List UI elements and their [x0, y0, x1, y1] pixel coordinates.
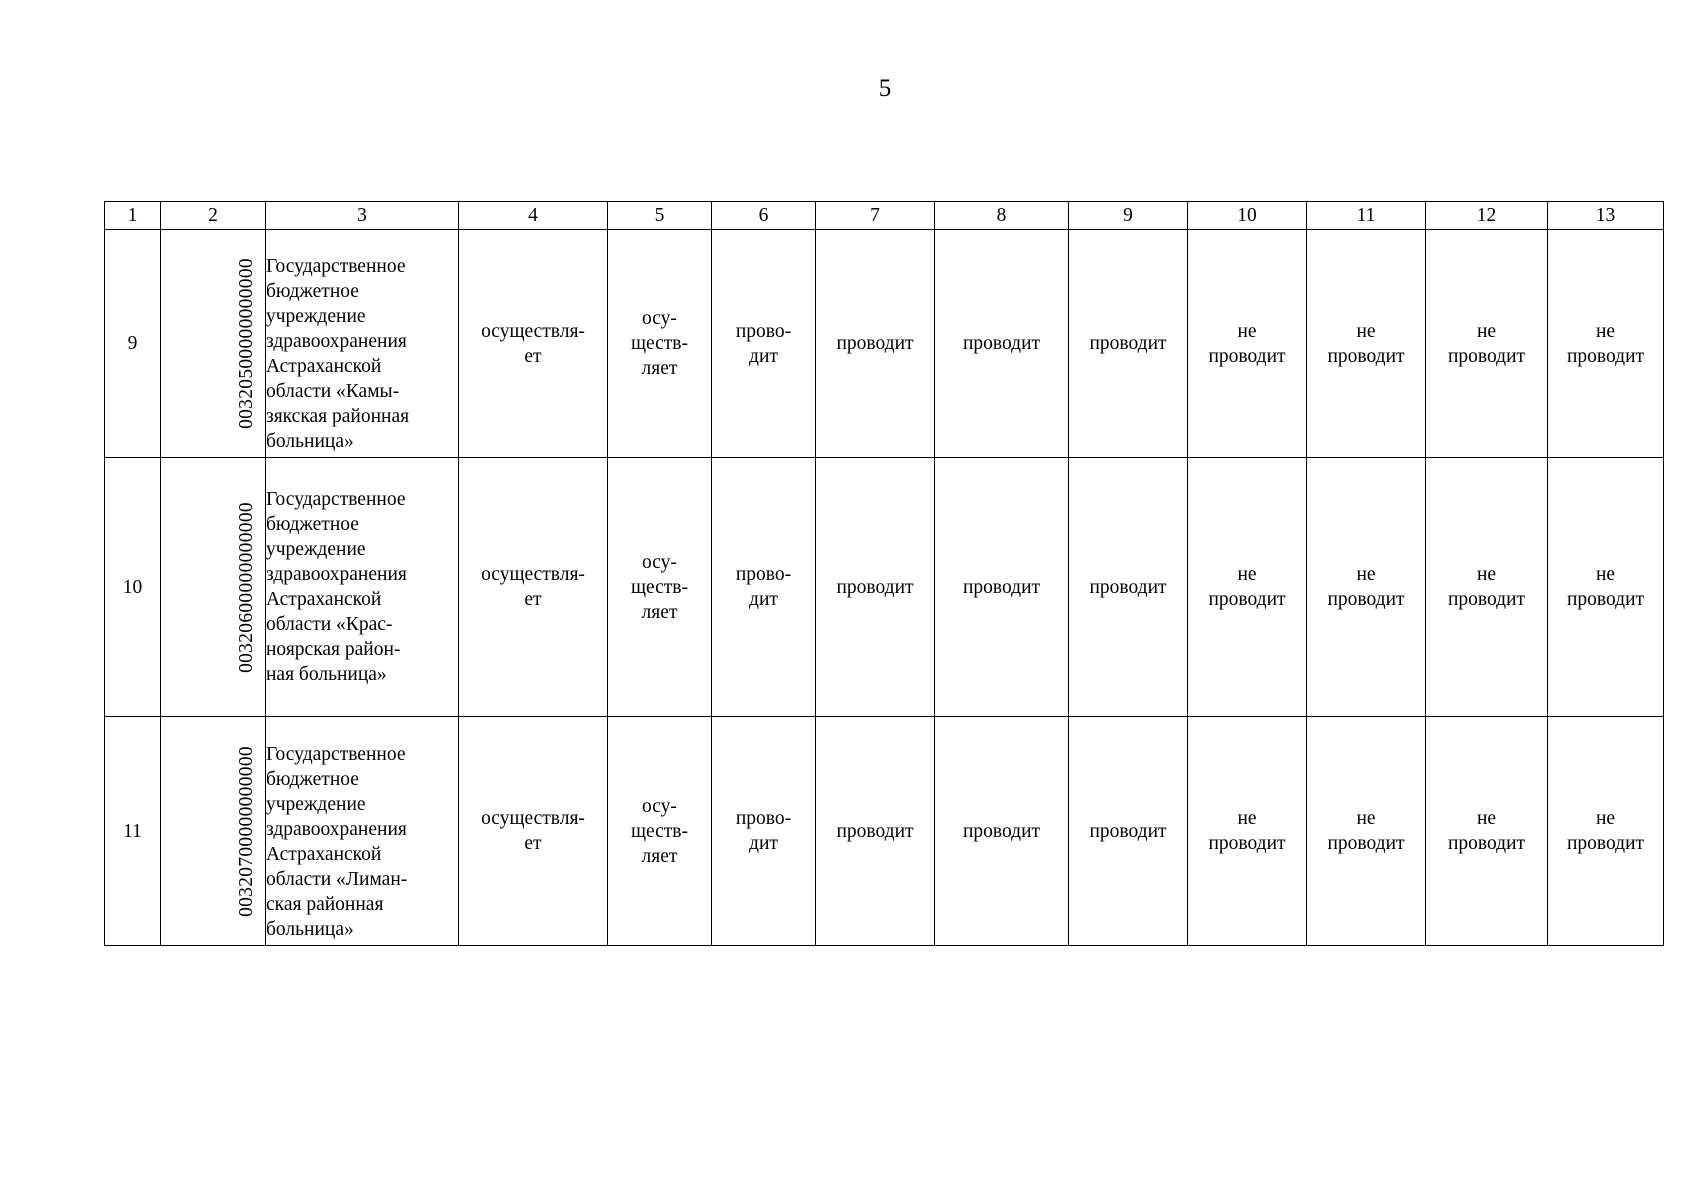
- cell-col-4: [459, 230, 608, 458]
- cell-col-13: [1548, 717, 1664, 946]
- cell-value: осуществля- ет: [481, 564, 585, 610]
- cell-col-8: [935, 458, 1069, 717]
- cell-value: не проводит: [1208, 808, 1286, 854]
- cell-col-12: [1426, 230, 1548, 458]
- cell-col-7: [816, 230, 935, 458]
- cell-col-6: [712, 717, 816, 946]
- cell-value: не проводит: [1208, 564, 1286, 610]
- document-table: [104, 201, 1664, 946]
- header-cell: 5: [608, 202, 712, 230]
- cell-value: не проводит: [1327, 320, 1405, 367]
- cell-value: не проводит: [1447, 808, 1526, 854]
- cell-value: осу- ществ- ляет: [630, 308, 689, 379]
- header-cell: 2: [161, 202, 266, 230]
- page-number: 5: [878, 75, 892, 102]
- header-cell: 11: [1307, 202, 1426, 230]
- cell-value: не проводит: [1208, 320, 1286, 367]
- cell-col-4: [459, 458, 608, 717]
- cell-col-6: [712, 458, 816, 717]
- cell-col-5: [608, 458, 712, 717]
- cell-value: проводит: [1089, 576, 1167, 598]
- cell-value: осу- ществ- ляет: [630, 795, 689, 867]
- cell-value: проводит: [1089, 333, 1167, 354]
- row-code-cell: [161, 230, 266, 458]
- row-code: 00320700000000000: [235, 745, 257, 917]
- cell-value: осу- ществ- ляет: [630, 551, 689, 623]
- cell-col-13: [1548, 230, 1664, 458]
- cell-value: не проводит: [1327, 808, 1405, 854]
- institution-name-cell: [266, 458, 459, 717]
- institution-name: Государственное бюджетное учреждение здравоохранения Астраханской области «Камы- зякская районная больница»: [266, 256, 410, 452]
- cell-value: прово- дит: [735, 564, 792, 610]
- cell-col-8: [935, 230, 1069, 458]
- cell-value: проводит: [836, 820, 914, 842]
- cell-col-12: [1426, 458, 1548, 717]
- cell-value: проводит: [1089, 820, 1167, 842]
- table-row: [105, 717, 1664, 946]
- row-code-cell: [161, 717, 266, 946]
- row-code: 00320600000000000: [235, 501, 257, 673]
- row-number: 10: [105, 458, 161, 717]
- cell-value: прово- дит: [735, 320, 792, 367]
- institution-name-cell: [266, 230, 459, 458]
- cell-col-12: [1426, 717, 1548, 946]
- cell-col-4: [459, 717, 608, 946]
- cell-col-9: [1069, 458, 1188, 717]
- cell-value: проводит: [836, 333, 914, 354]
- cell-col-11: [1307, 717, 1426, 946]
- cell-col-7: [816, 717, 935, 946]
- row-number: 11: [105, 717, 161, 946]
- header-cell: 1: [105, 202, 161, 230]
- cell-value: не проводит: [1566, 320, 1645, 367]
- header-cell: 3: [266, 202, 459, 230]
- row-code-cell: [161, 458, 266, 717]
- cell-col-10: [1188, 717, 1307, 946]
- cell-col-10: [1188, 230, 1307, 458]
- cell-value: проводит: [962, 333, 1041, 354]
- cell-col-5: [608, 230, 712, 458]
- cell-value: не проводит: [1566, 564, 1645, 610]
- header-cell: 8: [935, 202, 1069, 230]
- cell-col-8: [935, 717, 1069, 946]
- cell-value: не проводит: [1447, 320, 1526, 367]
- cell-col-7: [816, 458, 935, 717]
- cell-col-6: [712, 230, 816, 458]
- cell-value: не проводит: [1566, 808, 1645, 854]
- cell-value: проводит: [962, 576, 1041, 598]
- cell-col-5: [608, 717, 712, 946]
- cell-value: проводит: [962, 820, 1041, 842]
- cell-value: проводит: [836, 576, 914, 598]
- header-cell: 4: [459, 202, 608, 230]
- cell-value: осуществля- ет: [481, 808, 585, 854]
- cell-col-9: [1069, 230, 1188, 458]
- table-row: [105, 230, 1664, 458]
- table-row: [105, 458, 1664, 717]
- header-cell: 6: [712, 202, 816, 230]
- cell-value: не проводит: [1327, 564, 1405, 610]
- institution-name: Государственное бюджетное учреждение здравоохранения Астраханской области «Крас- ноярская район- ная больница»: [266, 489, 407, 685]
- header-cell: 7: [816, 202, 935, 230]
- table-header-row: [105, 202, 1664, 230]
- cell-col-13: [1548, 458, 1664, 717]
- cell-col-11: [1307, 458, 1426, 717]
- cell-col-10: [1188, 458, 1307, 717]
- row-code: 00320500000000000: [235, 258, 257, 429]
- header-cell: 13: [1548, 202, 1664, 230]
- cell-value: осуществля- ет: [481, 320, 585, 367]
- cell-col-9: [1069, 717, 1188, 946]
- cell-col-11: [1307, 230, 1426, 458]
- institution-name: Государственное бюджетное учреждение здравоохранения Астраханской области «Лиман- ская районная больница»: [266, 744, 408, 940]
- header-cell: 10: [1188, 202, 1307, 230]
- header-cell: 9: [1069, 202, 1188, 230]
- header-cell: 12: [1426, 202, 1548, 230]
- cell-value: прово- дит: [735, 808, 792, 854]
- row-number: 9: [105, 230, 161, 458]
- cell-value: не проводит: [1447, 564, 1526, 610]
- institution-name-cell: [266, 717, 459, 946]
